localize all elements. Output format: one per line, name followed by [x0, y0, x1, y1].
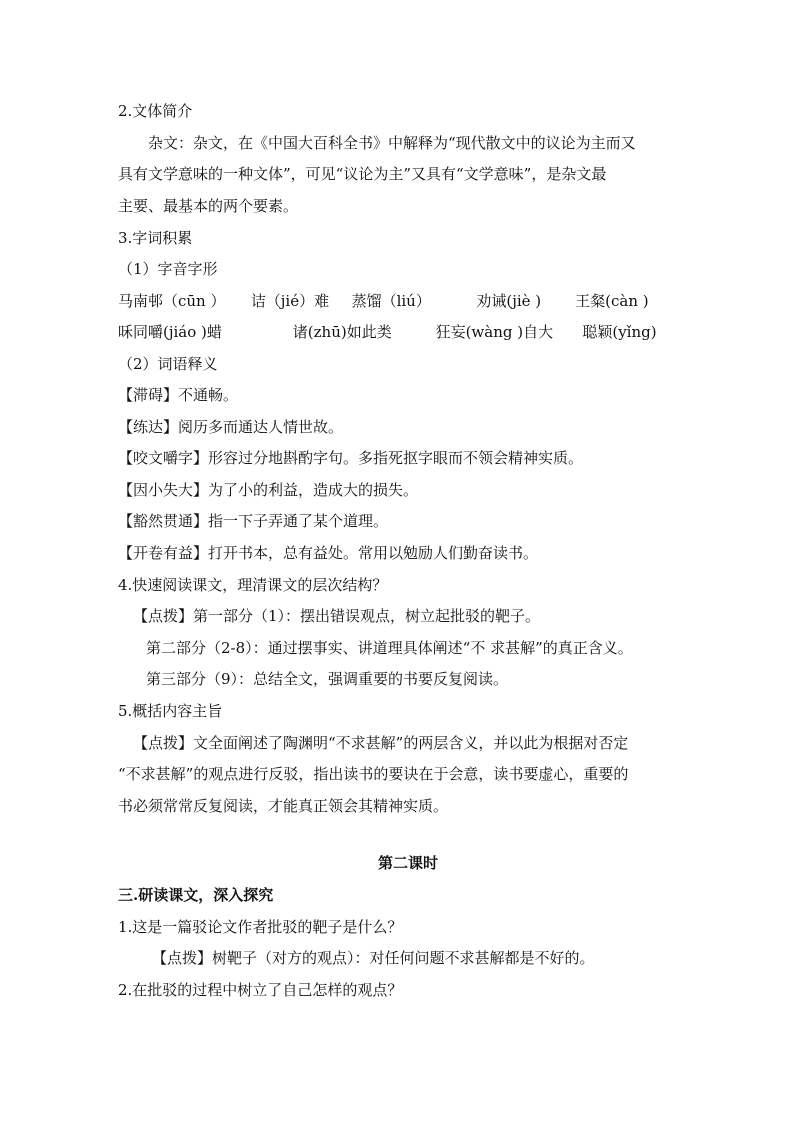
section4-heading: 4.快速阅读课文，理清课文的层次结构？	[118, 576, 388, 594]
term-definition: 【练达】阅历多而通达人情世故。	[118, 418, 344, 436]
pronunciation-item: 马南邨（cūn ）	[118, 292, 226, 310]
term-definition: 【豁然贯通】指一下子弄通了某个道理。	[118, 512, 389, 530]
section4-guidance-line3: 第三部分（9）：总结全文，强调重要的书要反复阅读。	[146, 670, 509, 688]
pronunciation-row-1	[118, 291, 698, 311]
question-2: 2.在批驳的过程中树立了自己怎样的观点？	[118, 981, 403, 999]
section3-subheading-pronunciation: （1）字音字形	[118, 260, 218, 278]
section3-subheading-definitions: （2）词语释义	[118, 355, 218, 373]
term-definition: 【咬文嚼字】形容过分地斟酌字句。多指死抠字眼而不领会精神实质。	[118, 449, 584, 467]
section5-guidance-line1: 【点拨】文全面阐述了陶渊明“不求甚解”的两层含义，并以此为根据对否定	[133, 734, 629, 752]
pronunciation-item: 蒸馏（liú）	[351, 292, 431, 310]
term-definition: 【因小失大】为了小的利益，造成大的损失。	[118, 481, 419, 499]
section2-heading: 2.文体简介	[118, 102, 193, 120]
part-heading: 三.研读课文，深入探究	[118, 886, 274, 904]
pronunciation-item: 诸(zhū)如此类	[292, 323, 392, 341]
pronunciation-item: 狂妄(wàng )自大	[435, 323, 554, 341]
pronunciation-item: 咊同嚼(jiáo )蜡	[118, 323, 222, 341]
section5-guidance-line3: 书必须常常反复阅读，才能真正领会其精神实质。	[118, 797, 449, 815]
section5-heading: 5.概括内容主旨	[118, 702, 223, 720]
section2-paragraph-line1: 杂文：杂文，在《中国大百科全书》中解释为“现代散文中的议论为主而又	[148, 134, 636, 152]
pronunciation-item: 诘（jié）难	[250, 292, 330, 310]
term-definition: 【开卷有益】打开书本，总有益处。常用以勉励人们勤奋读书。	[118, 544, 539, 562]
pronunciation-item: 聪颖(yǐng)	[582, 323, 657, 341]
section4-guidance-line2: 第二部分（2-8）：通过摆事实、讲道理具体阐述“不 求甚解”的真正含义。	[146, 639, 633, 657]
pronunciation-item: 劝诫(jiè )	[476, 292, 542, 310]
section2-paragraph-line3: 主要、最基本的两个要素。	[118, 197, 299, 215]
lesson-title: 第二课时	[377, 854, 438, 872]
answer-1: 【点拨】树靶子（对方的观点）：对任何问题不求甚解都是不好的。	[152, 949, 595, 967]
section4-guidance-line1: 【点拨】第一部分（1）：摆出错误观点，树立起批驳的靶子。	[133, 607, 541, 625]
question-1: 1.这是一篇驳论文作者批驳的靶子是什么？	[118, 918, 403, 936]
section5-guidance-line2: “不求甚解”的观点进行反驳，指出读书的要诀在于会意，读书要虚心，重要的	[118, 765, 629, 783]
section2-paragraph-line2: 具有文学意味的一种文体”，可见“议论为主”又具有“文学意味”，是杂文最	[118, 165, 607, 183]
section3-heading: 3.字词积累	[118, 229, 193, 247]
term-definition: 【滞碍】不通畅。	[118, 386, 239, 404]
pronunciation-item: 王粲(càn )	[575, 292, 649, 310]
pronunciation-row-2	[118, 322, 698, 342]
